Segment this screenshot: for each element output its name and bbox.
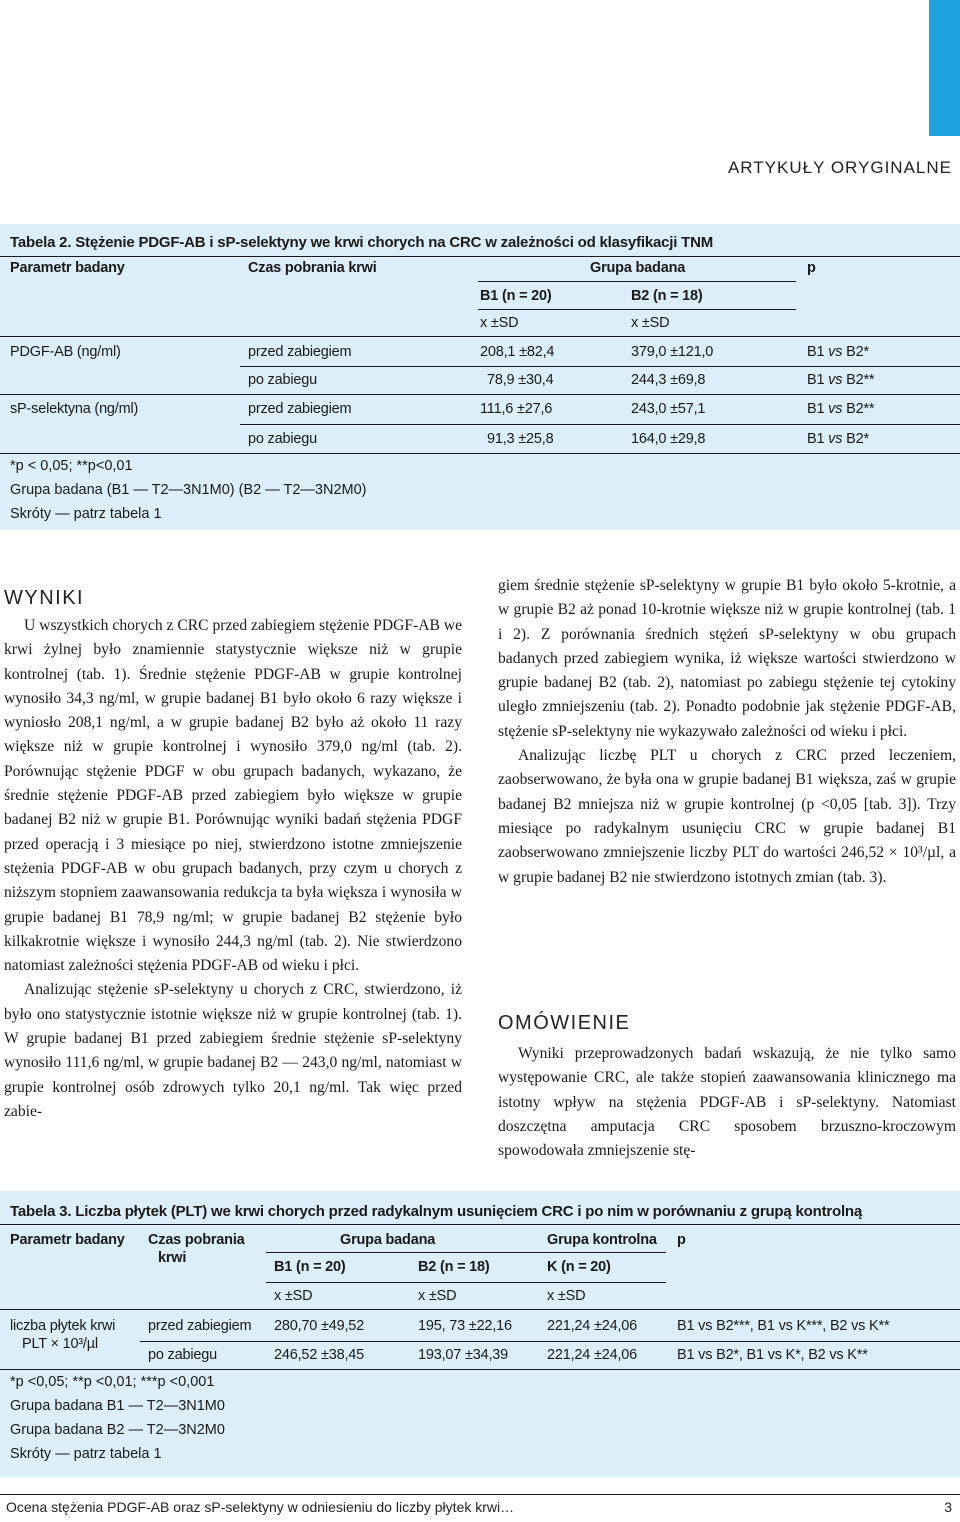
header-sd-b2: x ±SD [418,1288,457,1304]
header-sd-b1: x ±SD [480,315,519,331]
header-b1: B1 (n = 20) [480,288,552,304]
footer-rule [0,1494,960,1495]
text-column-right-2 [498,1042,956,1163]
running-footer: Ocena stężenia PDGF-AB oraz sP-selektyny w odniesieniu do liczby płytek krwi… [6,1499,515,1515]
header-time: Czas pobrania [148,1232,245,1248]
row-p: B1 vs B2* [807,344,869,360]
table-3 [0,1191,960,1477]
row-b1: 78,9 ±30,4 [487,372,554,388]
row-b2: 379,0 ±121,0 [631,344,714,360]
row-p: B1 vs B2** [807,401,875,417]
row-param: liczba płytek krwi [10,1318,116,1334]
paragraph: U wszystkich chorych z CRC przed zabiegiem stężenie PDGF-AB we krwi żylnej było znamiennie statystycznie większe niż w grupie kontrolnej (tab. 1). Średnie stężenie PDGF-AB w grupie kontrolnej wynosiło 34,3 ng/ml, w grupie badanej B1 było około 6 razy większe i wyniosło 208,1 ng/ml, a w grupie badanej B2 było aż około 11 razy większe niż w grupie kontrolnej i wynosiło 379,0 ng/ml (tab. 2). Porównując stężenie PDGF w obu grupach badanych, wykazano, że średnie stężenie PDGF-AB przed zabiegiem było większe w grupie badanej B2 niż w grupie B1. Porównując wyniki badań stężenia PDGF przed operacją i 3 miesiące po niej, stwierdzono istotne zmniejszenie stężenia PDGF-AB w obu grupach badanych, przy czym u chorych z niższym stopniem zaawansowania redukcja ta była większa i wynosiła w grupie badanej B1 78,9 ng/ml; w grupie badanej B2 stężenie było kilkakrotnie większe i wynosiło 244,3 ng/ml (tab. 2). Nie stwierdzono natomiast zależności stężenia PDGF-AB od wieku i płci. [4,617,462,975]
header-b1: B1 (n = 20) [274,1259,346,1275]
header-group: Grupa badana [590,260,686,276]
header-k: K (n = 20) [547,1259,611,1275]
row-param: PLT × 10³/µl [22,1336,98,1352]
row-time: po zabiegu [248,372,317,388]
table-rule [240,424,960,425]
table-title: Tabela 3. Liczba płytek (PLT) we krwi chorych przed radykalnym usunięciem CRC i po nim w porównaniu z grupą kontrolną [10,1203,863,1220]
row-p: B1 vs B2** [807,372,875,388]
table-rule [0,453,960,454]
paragraph: Analizując stężenie sP-selektyny u chorych z CRC, stwierdzono, iż było ono statystycznie istotnie większe niż w grupie kontrolnej (tab. 1). W grupie badanej B1 przed zabiegiem średnie stężenie sP-selektyny wynosiło 111,6 ng/ml, w grupie badanej B2 — 243,0 ng/ml, natomiast w grupie kontrolnej osób zdrowych tylko 20,1 ng/ml. Tak więc przed zabie- [4,981,462,1120]
table-note: Grupa badana (B1 — T2—3N1M0) (B2 — T2—3N2M0) [10,482,367,498]
table-rule [140,1341,960,1342]
row-b2: 164,0 ±29,8 [631,431,706,447]
row-b1: 208,1 ±82,4 [480,344,555,360]
row-time: przed zabiegiem [148,1318,252,1334]
section-header: ARTYKUŁY ORYGINALNE [727,158,952,177]
table-rule [240,366,960,367]
table-rule [478,281,796,282]
header-time: Czas pobrania krwi [248,260,377,276]
row-param: sP-selektyna (ng/ml) [10,401,139,417]
row-b1: 280,70 ±49,52 [274,1318,365,1334]
row-p: B1 vs B2***, B1 vs K***, B2 vs K** [677,1318,890,1334]
table-rule [266,1252,666,1253]
row-p: B1 vs B2* [807,431,869,447]
header-b2: B2 (n = 18) [631,288,703,304]
row-b1: 246,52 ±38,45 [274,1347,365,1363]
row-time: po zabiegu [148,1347,217,1363]
row-b2: 243,0 ±57,1 [631,401,706,417]
header-control: Grupa kontrolna [547,1232,657,1248]
header-param: Parametr badany [10,260,125,276]
text-column-left [4,614,462,1124]
table-note: Grupa badana B2 — T2—3N2M0 [10,1422,225,1438]
section-heading-wyniki: WYNIKI [4,587,85,609]
row-time: przed zabiegiem [248,344,352,360]
row-k: 221,24 ±24,06 [547,1318,638,1334]
table-rule [0,336,960,337]
row-p: B1 vs B2*, B1 vs K*, B2 vs K** [677,1347,868,1363]
table-title: Tabela 2. Stężenie PDGF-AB i sP-selektyny we krwi chorych na CRC w zależności od klasyfikacji TNM [10,234,714,251]
text-column-right [498,574,956,890]
table-rule [0,1369,960,1370]
header-p: p [677,1232,686,1248]
paragraph: Analizując liczbę PLT u chorych z CRC przed leczeniem, zaobserwowano, że była ona w grupie badanej B1 większa, zaś w grupie badanej B2 mniejsza niż w grupie kontrolnej (p <0,05 [tab. 3]). Trzy miesiące po radykalnym usunięciu CRC w grupie badanej B1 zaobserwowano zmniejszenie liczby PLT do wartości 246,52 × 10³/µl, a w grupie badanej B2 nie stwierdzono istotnych zmian (tab. 3). [498,747,956,886]
table-rule [0,1224,960,1225]
header-group: Grupa badana [340,1232,436,1248]
table-note: Skróty — patrz tabela 1 [10,1446,162,1462]
row-b2: 195, 73 ±22,16 [418,1318,512,1334]
table-rule [478,309,796,310]
table-note: Grupa badana B1 — T2—3N1M0 [10,1398,225,1414]
row-b2: 244,3 ±69,8 [631,372,706,388]
header-time: krwi [158,1250,187,1266]
row-param: PDGF-AB (ng/ml) [10,344,121,360]
row-time: po zabiegu [248,431,317,447]
paragraph: Wyniki przeprowadzonych badań wskazują, że nie tylko samo występowanie CRC, ale także stopień zaawansowania klinicznego ma istotny wpływ na stężenia PDGF-AB i sP-selektyny. Natomiast doszczętna amputacja CRC sposobem brzuszno-kroczowym spowodowała zmniejszenie stę- [498,1045,956,1160]
row-k: 221,24 ±24,06 [547,1347,638,1363]
header-sd-b2: x ±SD [631,315,670,331]
table-note: *p <0,05; **p <0,01; ***p <0,001 [10,1374,215,1390]
row-b1: 111,6 ±27,6 [480,401,553,417]
header-param: Parametr badany [10,1232,125,1248]
paragraph: giem średnie stężenie sP-selektyny w grupie B1 było około 5-krotnie, a w grupie B2 aż ponad 10-krotnie większe niż w grupie kontrolnej (tab. 1 i 2). Z porównania średnich stężeń sP-selektyny w obu grupach badanych przed zabiegiem wynika, iż większe wartości stwierdzono w grupie badanej B2 (tab. 2), natomiast po zabiegu stężenie tej cytokiny uległo zmniejszeniu (tab. 2). Ponadto podobnie jak stężenie PDGF-AB, stężenie sP-selektyny nie wykazywało zależności od wieku i płci. [498,577,956,740]
header-b2: B2 (n = 18) [418,1259,490,1275]
accent-bar [929,0,960,136]
page-number: 3 [944,1499,952,1515]
row-b2: 193,07 ±34,39 [418,1347,509,1363]
table-rule [0,1309,960,1310]
table-note: *p < 0,05; **p<0,01 [10,458,133,474]
header-sd-b1: x ±SD [274,1288,313,1304]
row-b1: 91,3 ±25,8 [487,431,554,447]
section-heading-omowienie: OMÓWIENIE [498,1012,631,1034]
table-rule [266,1282,666,1283]
table-rule [0,256,960,257]
table-2 [0,224,960,530]
table-note: Skróty — patrz tabela 1 [10,506,162,522]
table-rule [0,394,960,395]
header-p: p [807,260,816,276]
row-time: przed zabiegiem [248,401,352,417]
header-sd-k: x ±SD [547,1288,586,1304]
